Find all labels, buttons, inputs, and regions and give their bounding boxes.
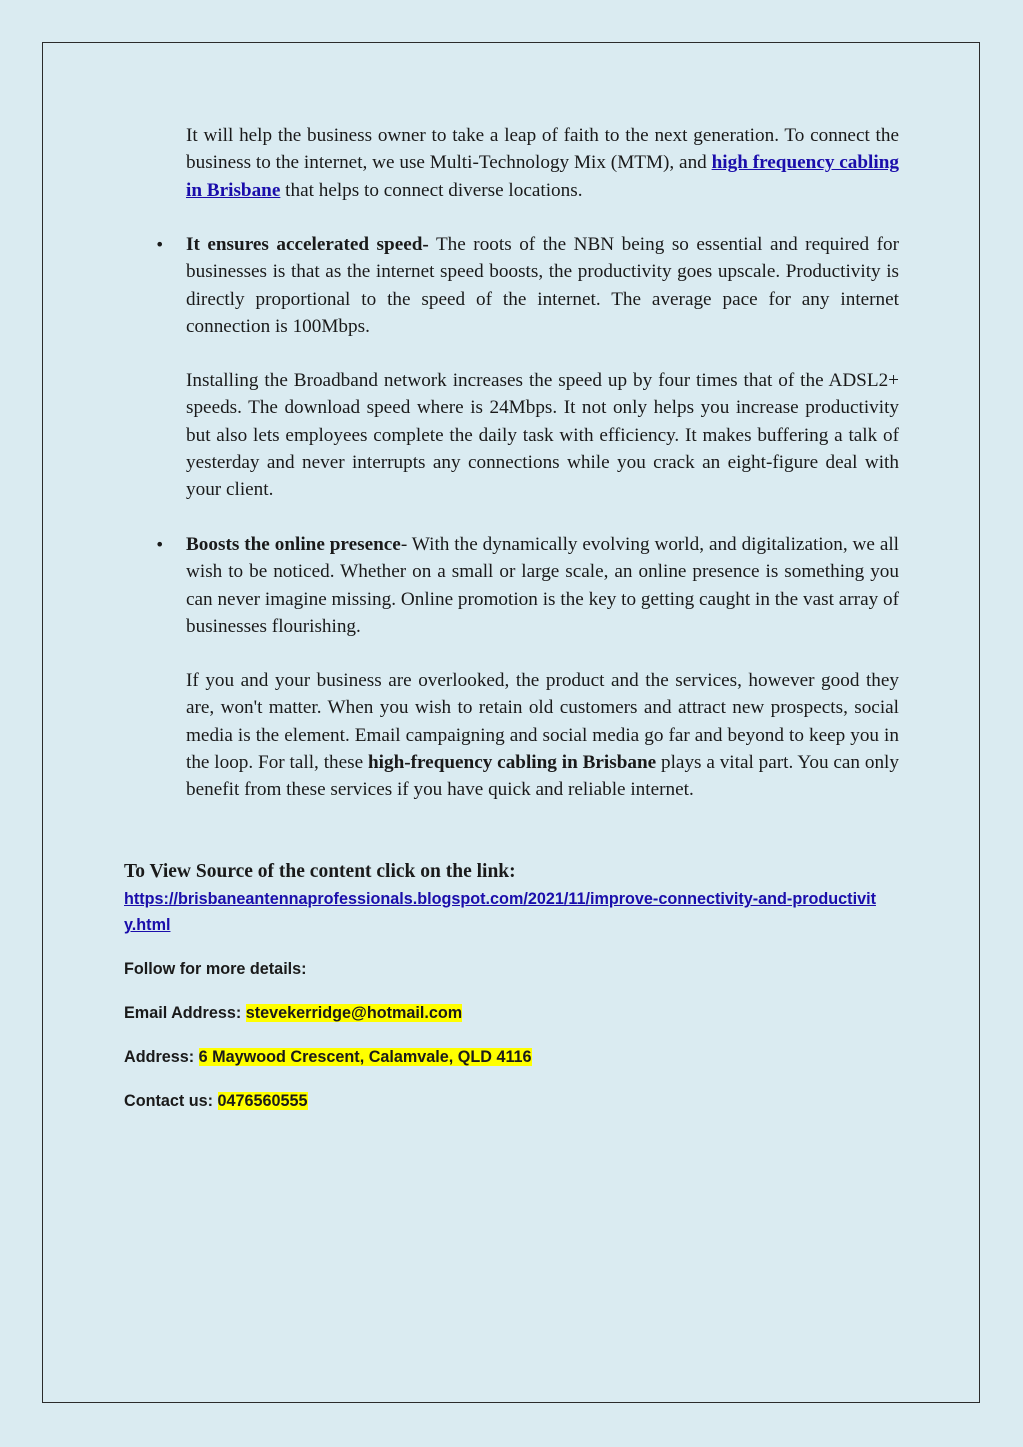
source-link-container: [124, 886, 884, 938]
presence-bullet-text: - With the dynamically evolving world, and digitalization, we all wish to be noticed. Whether on a small or large scale, an online presence is something you can never imagine missing. Online promotion is the key to getting caught in the vast array of businesses flourishing.: [186, 534, 899, 637]
email-value[interactable]: stevekerridge@hotmail.com: [245, 1004, 463, 1022]
overlooked-paragraph: [186, 667, 899, 803]
address-line: [124, 1046, 532, 1068]
source-heading: To View Source of the content click on the link:: [124, 861, 516, 882]
overlooked-text-end: plays a vital part. You can only benefit from these services if you have quick and reliable internet.: [186, 751, 899, 801]
bullet-marker: •: [155, 535, 165, 554]
email-line: [124, 1002, 462, 1024]
high-frequency-cabling-link[interactable]: high frequency cabling in Brisbane: [186, 152, 899, 201]
address-label: Address:: [124, 1048, 199, 1066]
phone-label: Contact us:: [124, 1092, 218, 1110]
speed-bullet-text: The roots of the NBN being so essential and required for businesses is that as the internet speed boosts, the productivity goes upscale. Productivity is directly proportional to the speed of the internet. The average pace for any internet connection is 100Mbps.: [186, 234, 899, 337]
phone-line: [124, 1090, 308, 1112]
email-label: Email Address:: [124, 1004, 246, 1022]
overlooked-text: If you and your business are overlooked, the product and the services, however good they are, won't matter. When you wish to retain old customers and attract new prospects, social media is the element. Email campaigning and social media go far and beyond to keep you in the loop. For tall, these: [186, 670, 899, 773]
broadband-paragraph: Installing the Broadband network increases the speed up by four times that of the ADSL2+ speeds. The download speed where is 24Mbps. It not only helps you increase productivity but also lets employees complete the daily task with efficiency. It makes buffering a talk of yesterday and never interrupts any connections while you crack an eight-figure deal with your client.: [186, 370, 899, 501]
presence-bullet-heading: Boosts the online presence: [186, 534, 401, 555]
intro-paragraph: [186, 122, 899, 204]
speed-bullet-paragraph: [186, 231, 899, 340]
bullet-marker: •: [155, 235, 165, 254]
source-link[interactable]: https://brisbaneantennaprofessionals.blogspot.com/2021/11/improve-connectivity-and-productivity.html: [124, 890, 876, 934]
follow-label: Follow for more details:: [124, 960, 307, 978]
address-value: 6 Maywood Crescent, Calamvale, QLD 4116: [198, 1048, 532, 1066]
intro-text: It will help the business owner to take a leap of faith to the next generation. To connect the business to the internet, we use Multi-Technology Mix (MTM), and: [186, 125, 899, 174]
intro-text-end: that helps to connect diverse locations.: [280, 179, 583, 201]
presence-bullet-paragraph: [186, 531, 899, 640]
cabling-bold-text: high-frequency cabling in Brisbane: [367, 751, 657, 773]
phone-value[interactable]: 0476560555: [217, 1092, 308, 1110]
speed-bullet-heading: It ensures accelerated speed-: [186, 234, 429, 255]
